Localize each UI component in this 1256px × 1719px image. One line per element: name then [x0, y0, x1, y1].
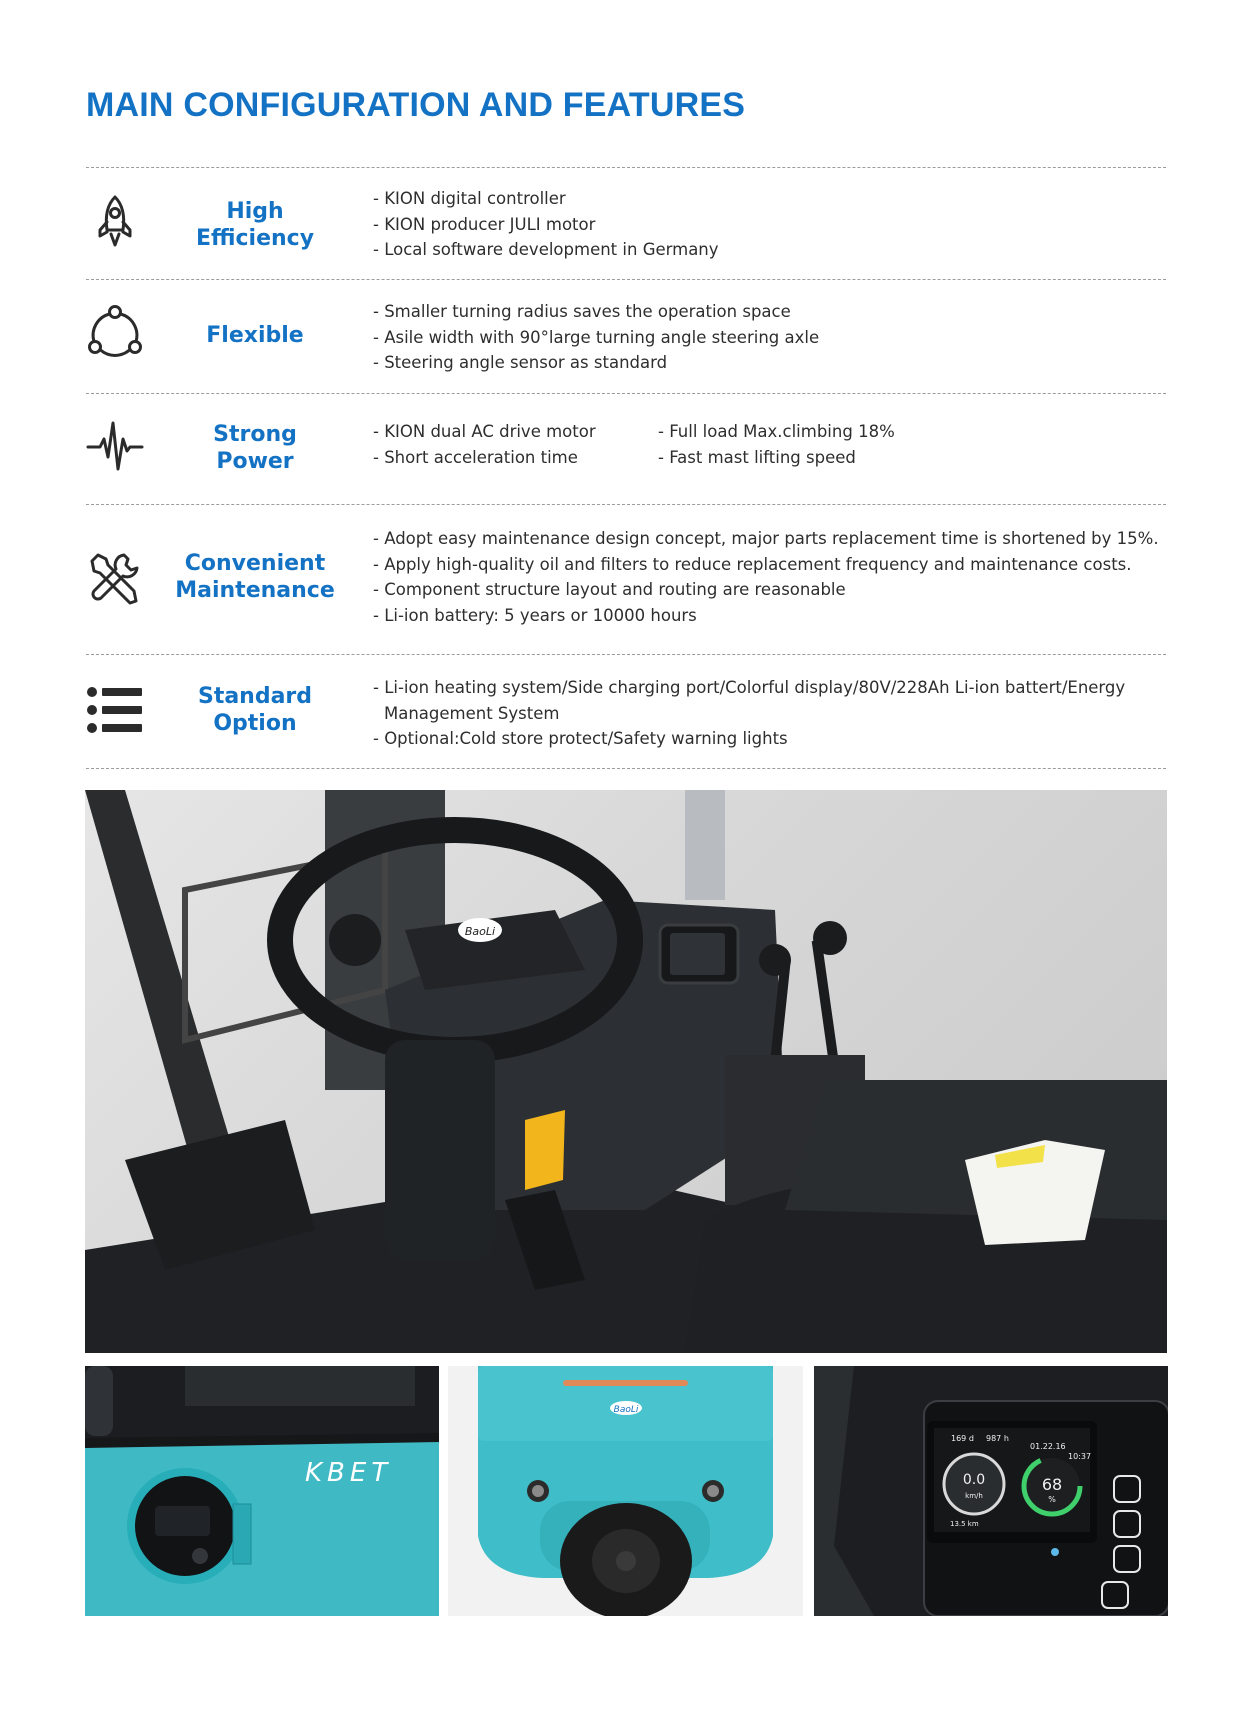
page-title: MAIN CONFIGURATION AND FEATURES	[86, 86, 746, 124]
display-speed-unit: km/h	[965, 1492, 983, 1500]
list-item: - Full load Max.climbing 18%	[658, 422, 895, 441]
feature-list-secondary	[658, 419, 895, 470]
feature-row-standard-option	[86, 654, 1166, 768]
list-item: - Li-ion heating system/Side charging port/Colorful display/80V/228Ah Li-ion battert/Energy Management System	[373, 678, 1126, 723]
steering-logo: BaoLi	[464, 925, 496, 938]
display-photo	[814, 1366, 1168, 1616]
list-item: - KION producer JULI motor	[373, 214, 596, 234]
divider	[86, 768, 1166, 769]
feature-label: Convenient Maintenance	[175, 551, 335, 603]
feature-row-flexible	[86, 279, 1166, 393]
tools-icon	[86, 549, 144, 607]
feature-list	[373, 299, 819, 376]
list-item: - Asile width with 90°large turning angle steering axle	[373, 327, 820, 347]
display-date: 01.22.16	[1030, 1442, 1066, 1451]
cockpit-photo	[85, 790, 1167, 1353]
display-distance: 13.5 km	[950, 1520, 979, 1528]
list-item: - Smaller turning radius saves the operation space	[373, 302, 791, 321]
display-hours: 987 h	[986, 1434, 1009, 1443]
counterweight-photo	[448, 1366, 803, 1616]
list-item: - Adopt easy maintenance design concept, major parts replacement time is shortened by 15%.	[373, 529, 1159, 548]
display-battery-unit: %	[1048, 1495, 1056, 1504]
display-battery: 68	[1041, 1475, 1063, 1494]
feature-label: Standard Option	[197, 684, 313, 736]
feature-row-convenient-maintenance	[86, 504, 1166, 654]
side-panel-text: KBET	[305, 1458, 393, 1488]
feature-list	[373, 419, 596, 470]
list-icon	[86, 682, 144, 740]
feature-row-strong-power	[86, 393, 1166, 504]
flexible-cycle-icon	[86, 303, 144, 361]
charging-port-photo	[85, 1366, 439, 1616]
list-item: - Apply high-quality oil and filters to reduce replacement frequency and maintenance costs.	[373, 554, 1132, 574]
pulse-icon	[86, 417, 144, 475]
feature-list	[373, 186, 719, 263]
list-item: - Steering angle sensor as standard	[373, 353, 668, 372]
rear-logo: BaoLi	[613, 1405, 639, 1415]
list-item: - Local software development in Germany	[373, 240, 719, 259]
list-item: - Component structure layout and routing are reasonable	[373, 580, 846, 599]
list-item: - KION digital controller	[373, 189, 566, 208]
feature-list	[373, 675, 1153, 752]
display-time: 10:37	[1068, 1452, 1092, 1461]
display-days: 169 d	[951, 1434, 974, 1443]
list-item: - Li-ion battery: 5 years or 10000 hours	[373, 605, 697, 625]
list-item: - KION dual AC drive motor	[373, 422, 596, 441]
feature-label: High Efficiency	[195, 199, 315, 251]
list-item: - Fast mast lifting speed	[658, 447, 856, 467]
list-item: - Short acceleration time	[373, 447, 578, 467]
feature-row-high-efficiency	[86, 167, 1166, 279]
rocket-icon	[86, 192, 144, 250]
feature-list	[373, 526, 1159, 628]
list-item: - Optional:Cold store protect/Safety warning lights	[373, 729, 788, 748]
display-speed: 0.0	[962, 1472, 986, 1488]
feature-label: Strong Power	[213, 422, 297, 474]
feature-label: Flexible	[206, 323, 304, 348]
